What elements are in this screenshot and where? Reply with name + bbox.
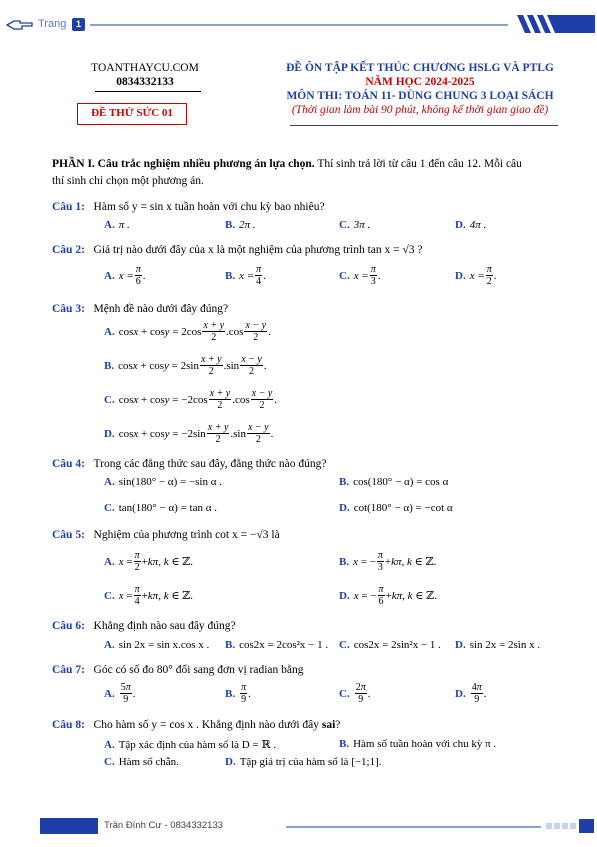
question-text: Góc có số đo 80° đổi sang đơn vị radian bằng [93,664,304,676]
question-text: Nghiệm của phương trình cot x = −√3 là [93,529,280,541]
subject: MÔN THI: TOÁN 11- DÙNG CHUNG 3 LOẠI SÁCH [286,90,554,102]
option-1c[interactable]: C. 3π . [339,219,371,231]
page-number: 1 [72,18,85,31]
part-title: PHẦN I. Câu trắc nghiệm nhiều phương án lựa chọn. [52,158,315,170]
option-5a[interactable]: A. x = $\frac{\pi}{2}$ + kπ, k ∈ ℤ. [104,550,194,573]
option-7d[interactable]: D. $\frac{4\pi}{9}$ . [455,682,487,705]
option-5d[interactable]: D. x = − $\frac{\pi}{6}$ + kπ, k ∈ ℤ. [339,584,437,607]
question-2: Câu 2: Giá trị nào dưới đây của x là một nghiệm của phương trình tan x = √3 ? [52,244,423,256]
question-text: Hàm số y = sin x tuần hoàn với chu kỳ bao nhiêu? [93,201,325,213]
footer-block [40,818,98,834]
part-desc: Thí sinh trả lời từ câu 1 đến câu 12. Mỗi câu [314,158,522,170]
page-label: Trang [38,18,67,30]
school-year: NĂM HỌC 2024-2025 [365,76,475,88]
question-3: Câu 3: Mệnh đề nào dưới đây đúng? [52,303,229,315]
part-heading [52,158,522,170]
question-text: Khẳng định nào sau đây đúng? [93,620,236,632]
question-emphasis: sai [321,719,336,731]
option-3b[interactable]: B. cos x + cos y = 2sin $\frac{x + y}{2}$ .sin $\frac{x - y}{2}$ . [104,354,267,377]
option-4d[interactable]: D. cot(180° − α) = −cot α [339,502,453,514]
question-text: Trong các đẳng thức sau đây, đẳng thức nào đúng? [93,458,327,470]
option-8b[interactable]: B. Hàm số tuần hoàn với chu kỳ π . [339,738,497,750]
option-5b[interactable]: B. x = − $\frac{\pi}{3}$ + kπ, k ∈ ℤ. [339,550,437,573]
option-6d[interactable]: D. sin 2x = 2sin x . [455,639,541,651]
option-4b[interactable]: B. cos(180° − α) = cos α [339,476,449,488]
trial-badge: ĐỀ THỬ SỨC 01 [77,103,187,125]
header-left-rule [95,91,201,92]
option-5c[interactable]: C. x = $\frac{\pi}{4}$ + kπ, k ∈ ℤ. [104,584,194,607]
option-8d[interactable]: D. Tập giá trị của hàm số là [−1;1]. [225,756,382,768]
pointing-hand-icon [6,18,34,32]
option-3c[interactable]: C. cos x + cos y = −2cos $\frac{x + y}{2}$ .cos $\frac{x - y}{2}$ . [104,388,278,411]
option-6c[interactable]: C. cos2x = 2sin²x − 1 . [339,639,441,651]
top-bar [0,10,597,40]
option-8a[interactable]: A. Tập xác định của hàm số là D = ℝ . [104,738,277,751]
option-2b[interactable]: B. x = $\frac{\pi}{4}$ . [225,264,266,287]
question-1: Câu 1: Hàm số y = sin x tuần hoàn với chu kỳ bao nhiêu? [52,201,325,213]
footer [40,818,597,834]
footer-rule [286,826,541,828]
option-2c[interactable]: C. x = $\frac{\pi}{3}$ . [339,264,381,287]
option-8c[interactable]: C. Hàm số chẵn. [104,756,179,768]
question-6: Câu 6: Khẳng định nào sau đây đúng? [52,620,236,632]
option-7a[interactable]: A. $\frac{5\pi}{9}$ . [104,682,136,705]
question-text: Giá trị nào dưới đây của x là một nghiệm của phương trình tan x = √3 ? [93,244,423,256]
header-right-rule [290,125,558,126]
option-2a[interactable]: A. x = $\frac{\pi}{6}$ . [104,264,146,287]
question-7: Câu 7: Góc có số đo 80° đổi sang đơn vị radian bằng [52,664,304,676]
option-1b[interactable]: B. 2π . [225,219,256,231]
header-rule [90,24,508,26]
option-1a[interactable]: A. π . [104,219,130,231]
question-8: Câu 8: Cho hàm số y = cos x . Khẳng định nào dưới đây sai? [52,719,341,731]
question-5: Câu 5: Nghiệm của phương trình cot x = −√3 là [52,529,280,541]
stripes-decoration [515,15,595,33]
squares-decoration [546,819,594,833]
part-desc-2: thí sinh chỉ chọn một phương án. [52,175,204,187]
question-4: Câu 4: Trong các đẳng thức sau đây, đẳng thức nào đúng? [52,458,327,470]
site-name: TOANTHAYCU.COM [91,62,199,74]
option-4a[interactable]: A. sin(180° − α) = −sin α . [104,476,222,488]
phone-number: 0834332133 [116,76,174,88]
question-text: Mệnh đề nào dưới đây đúng? [93,303,229,315]
option-6a[interactable]: A. sin 2x = sin x.cos x . [104,639,210,651]
exam-title: ĐỀ ÔN TẬP KẾT THÚC CHƯƠNG HSLG VÀ PTLG [286,62,554,74]
option-2d[interactable]: D. x = $\frac{\pi}{2}$ . [455,264,497,287]
option-3d[interactable]: D. cos x + cos y = −2sin $\frac{x + y}{2}$ .sin $\frac{x - y}{2}$ . [104,422,274,445]
option-1d[interactable]: D. 4π . [455,219,487,231]
option-7b[interactable]: B. $\frac{\pi}{9}$ . [225,682,251,705]
time-note: (Thời gian làm bài 90 phút, không kể thời gian giao đề) [291,104,549,116]
option-3a[interactable]: A. cos x + cos y = 2cos $\frac{x + y}{2}$ .cos $\frac{x - y}{2}$ . [104,320,271,343]
question-text: Cho hàm số y = cos x . Khẳng định nào dưới đây [93,719,322,731]
option-4c[interactable]: C. tan(180° − α) = tan α . [104,502,217,514]
option-6b[interactable]: B. cos2x = 2cos²x − 1 . [225,639,329,651]
option-7c[interactable]: C. $\frac{2\pi}{9}$ . [339,682,371,705]
footer-author: Trần Đình Cư - 0834332133 [104,820,224,831]
